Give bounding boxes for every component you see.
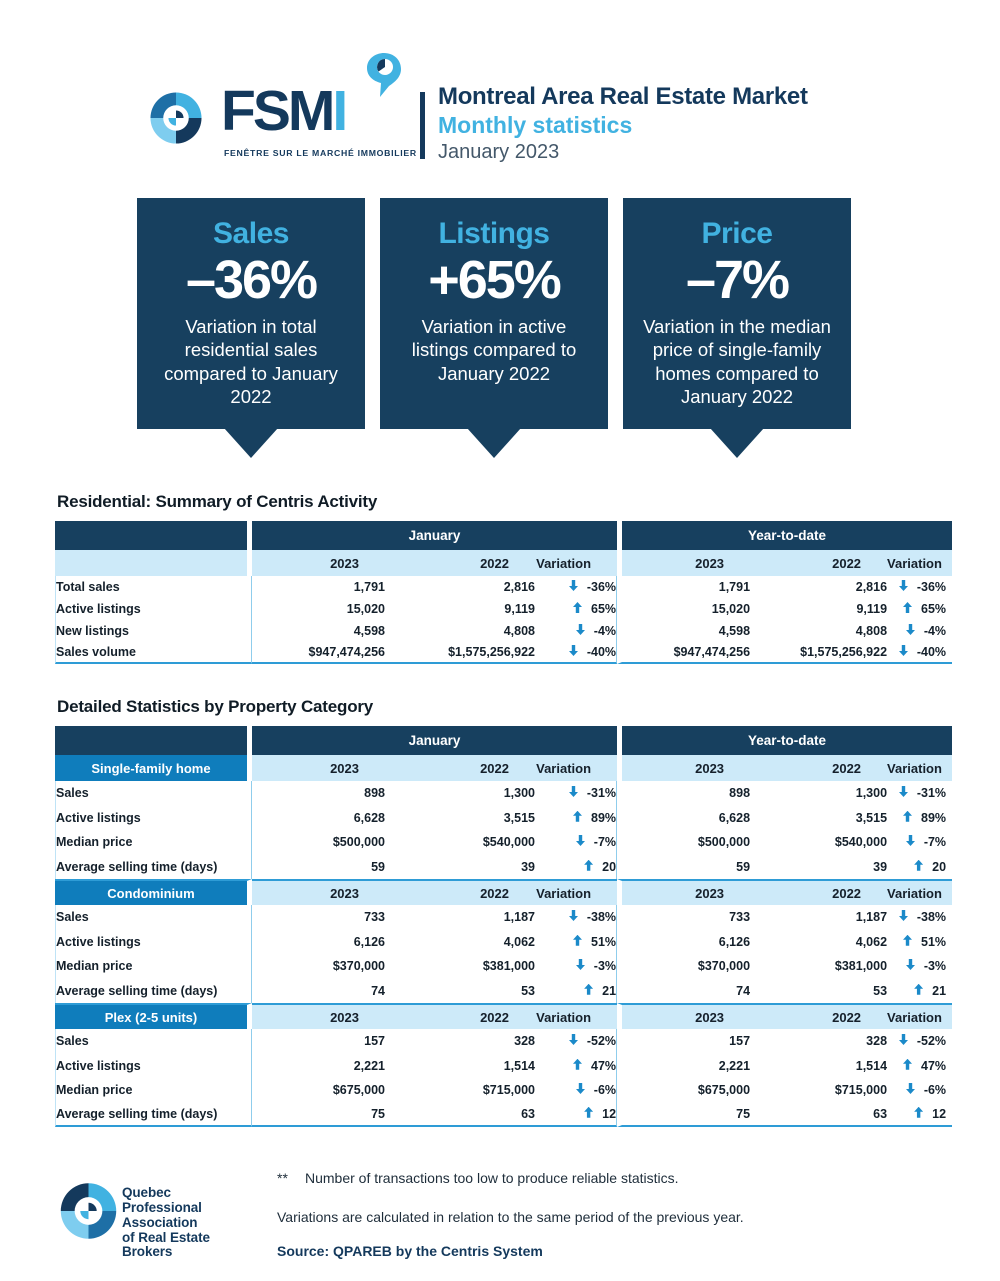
value-cell: 898 — [252, 781, 385, 806]
table-row — [55, 1054, 952, 1079]
callout-pointer — [467, 428, 521, 458]
variation-arrow-icon — [576, 624, 585, 635]
org-line: of Real Estate — [122, 1229, 210, 1245]
org-line: Professional — [122, 1199, 202, 1215]
variation-cell — [887, 642, 952, 664]
value-cell: $540,000 — [385, 830, 535, 855]
variation-arrow-icon — [573, 1059, 582, 1070]
value-cell: 2,816 — [385, 576, 535, 598]
group-header-january: January — [252, 726, 617, 755]
row-label: Active listings — [55, 598, 252, 620]
value-cell: $1,575,256,922 — [385, 642, 535, 664]
value-cell: 59 — [252, 855, 385, 880]
variation-cell — [887, 576, 952, 598]
row-label: Average selling time (days) — [55, 979, 252, 1004]
value-cell: 6,628 — [617, 806, 750, 831]
category-condominium: Condominium — [55, 879, 252, 905]
category-header-row — [55, 879, 952, 905]
variation-arrow-icon — [899, 645, 908, 656]
value-cell: 6,126 — [617, 930, 750, 955]
table-row — [55, 855, 952, 880]
value-cell: 53 — [385, 979, 535, 1004]
variation-arrow-icon — [899, 786, 908, 797]
footnote-variations: Variations are calculated in relation to the same period of the previous year. — [277, 1209, 744, 1225]
value-cell: 4,062 — [750, 930, 887, 955]
page-title: Montreal Area Real Estate Market — [438, 83, 808, 110]
value-cell: 4,808 — [385, 620, 535, 642]
variation-value: -3% — [593, 959, 617, 974]
table-row — [55, 598, 952, 620]
col-header-variation: Variation — [887, 755, 952, 781]
variation-value: 21 — [602, 983, 617, 998]
variation-arrow-icon — [569, 1034, 578, 1045]
variation-cell — [535, 642, 617, 664]
category-plex: Plex (2-5 units) — [55, 1003, 252, 1029]
category-single-family-home: Single-family home — [55, 755, 252, 781]
variation-value: 51% — [921, 934, 947, 949]
variation-value: -4% — [923, 624, 947, 638]
variation-value: -31% — [586, 786, 617, 801]
value-cell: $370,000 — [252, 954, 385, 979]
table-row — [55, 979, 952, 1004]
value-cell: 2,816 — [750, 576, 887, 598]
variation-cell — [535, 1029, 617, 1054]
variation-cell — [887, 930, 952, 955]
value-cell: 4,598 — [617, 620, 750, 642]
callout-price — [623, 198, 851, 429]
summary-section — [55, 492, 952, 664]
row-label: New listings — [55, 620, 252, 642]
detailed-table — [55, 726, 952, 1127]
table-row — [55, 905, 952, 930]
header-divider — [420, 92, 425, 159]
value-cell: $715,000 — [385, 1078, 535, 1103]
value-cell: 2,221 — [617, 1054, 750, 1079]
variation-cell — [887, 979, 952, 1004]
callout-value: +65% — [428, 250, 560, 310]
col-header-2022: 2022 — [750, 550, 887, 576]
col-header-2023: 2023 — [252, 879, 385, 905]
value-cell: 1,187 — [385, 905, 535, 930]
col-header-variation: Variation — [887, 550, 952, 576]
group-header-ytd: Year-to-date — [617, 726, 952, 755]
row-label: Sales volume — [55, 642, 252, 664]
value-cell: 3,515 — [750, 806, 887, 831]
kpi-callouts — [137, 198, 851, 429]
category-header-row — [55, 1003, 952, 1029]
value-cell: $947,474,256 — [252, 642, 385, 664]
callout-description: Variation in active listings compared to January 2022 — [411, 315, 577, 384]
variation-value: 89% — [591, 810, 617, 825]
value-cell: 63 — [750, 1103, 887, 1128]
callout-title: Listings — [438, 217, 550, 250]
variation-arrow-icon — [914, 860, 923, 871]
value-cell: 1,187 — [750, 905, 887, 930]
value-cell: 74 — [252, 979, 385, 1004]
variation-arrow-icon — [906, 624, 915, 635]
variation-arrow-icon — [573, 935, 582, 946]
variation-arrow-icon — [576, 959, 585, 970]
variation-arrow-icon — [584, 1107, 593, 1118]
variation-cell — [887, 598, 952, 620]
table-row — [55, 1078, 952, 1103]
value-cell: 3,515 — [385, 806, 535, 831]
variation-value: -36% — [586, 580, 617, 594]
value-cell: 1,514 — [750, 1054, 887, 1079]
corner-cell — [55, 726, 252, 755]
org-line: Quebec — [122, 1185, 171, 1200]
corner-cell — [55, 550, 252, 576]
row-label: Median price — [55, 830, 252, 855]
value-cell: 4,598 — [252, 620, 385, 642]
section-title-detailed: Detailed Statistics by Property Category — [57, 697, 374, 716]
value-cell: 59 — [617, 855, 750, 880]
value-cell: 1,300 — [385, 781, 535, 806]
table-row — [55, 806, 952, 831]
corner-cell — [55, 521, 252, 550]
variation-arrow-icon — [903, 935, 912, 946]
table-row — [55, 954, 952, 979]
variation-cell — [535, 620, 617, 642]
value-cell: $370,000 — [617, 954, 750, 979]
variation-value: 47% — [921, 1058, 947, 1073]
variation-cell — [535, 781, 617, 806]
variation-value: 51% — [591, 934, 617, 949]
group-header-january: January — [252, 521, 617, 550]
variation-value: -52% — [916, 1034, 947, 1049]
source-note: Source: QPAREB by the Centris System — [277, 1243, 543, 1259]
variation-cell — [535, 830, 617, 855]
variation-arrow-icon — [569, 580, 578, 591]
table-row — [55, 642, 952, 664]
variation-value: -6% — [593, 1083, 617, 1098]
callout-value: –7% — [685, 250, 789, 310]
qpareb-pinwheel-icon — [57, 1177, 120, 1245]
variation-cell — [887, 1054, 952, 1079]
row-label: Median price — [55, 954, 252, 979]
col-header-2022: 2022 — [385, 550, 535, 576]
value-cell: $381,000 — [750, 954, 887, 979]
value-cell: 4,808 — [750, 620, 887, 642]
callout-pointer — [224, 428, 278, 458]
table-row — [55, 830, 952, 855]
variation-arrow-icon — [906, 959, 915, 970]
value-cell: 328 — [750, 1029, 887, 1054]
callout-sales — [137, 198, 365, 429]
value-cell: $947,474,256 — [617, 642, 750, 664]
value-cell: 157 — [617, 1029, 750, 1054]
col-header-2023: 2023 — [252, 1003, 385, 1029]
table-row — [55, 781, 952, 806]
variation-arrow-icon — [569, 910, 578, 921]
variation-cell — [535, 1078, 617, 1103]
col-header-2023: 2023 — [617, 1003, 750, 1029]
value-cell: 4,062 — [385, 930, 535, 955]
variation-arrow-icon — [903, 1059, 912, 1070]
variation-cell — [535, 954, 617, 979]
value-cell: 39 — [385, 855, 535, 880]
qpareb-org-name — [122, 1186, 210, 1260]
variation-arrow-icon — [899, 580, 908, 591]
variation-value: -7% — [923, 835, 947, 850]
variation-value: 20 — [932, 859, 947, 874]
variation-cell — [887, 954, 952, 979]
variation-arrow-icon — [576, 835, 585, 846]
summary-table — [55, 521, 952, 664]
variation-value: -40% — [916, 645, 947, 659]
value-cell: 157 — [252, 1029, 385, 1054]
col-header-variation: Variation — [535, 755, 617, 781]
callout-title: Price — [701, 217, 773, 250]
col-header-2022: 2022 — [385, 879, 535, 905]
value-cell: $675,000 — [617, 1078, 750, 1103]
value-cell: 53 — [750, 979, 887, 1004]
variation-value: 21 — [932, 983, 947, 998]
org-line: Association — [122, 1214, 198, 1230]
group-header-row — [55, 726, 952, 755]
value-cell: 1,791 — [617, 576, 750, 598]
row-label: Sales — [55, 781, 252, 806]
col-header-2023: 2023 — [252, 550, 385, 576]
value-cell: $500,000 — [252, 830, 385, 855]
variation-arrow-icon — [906, 835, 915, 846]
variation-cell — [535, 930, 617, 955]
variation-value: 20 — [602, 859, 617, 874]
row-label: Average selling time (days) — [55, 1103, 252, 1128]
col-header-2023: 2023 — [252, 755, 385, 781]
table-row — [55, 1029, 952, 1054]
callout-listings — [380, 198, 608, 429]
org-line: Brokers — [122, 1244, 173, 1260]
row-label: Active listings — [55, 806, 252, 831]
callout-description: Variation in total residential sales compared to January 2022 — [164, 315, 338, 408]
variation-cell — [535, 1103, 617, 1128]
fsmi-tagline: FENÊTRE SUR LE MARCHÉ IMMOBILIER — [224, 148, 417, 158]
table-row — [55, 930, 952, 955]
variation-arrow-icon — [914, 1107, 923, 1118]
detailed-section — [55, 697, 952, 1127]
col-header-2023: 2023 — [617, 879, 750, 905]
variation-value: -36% — [916, 580, 947, 594]
col-header-2022: 2022 — [385, 755, 535, 781]
variation-value: 47% — [591, 1058, 617, 1073]
footnote-text: Number of transactions too low to produce reliable statistics. — [305, 1170, 679, 1186]
table-row — [55, 620, 952, 642]
row-label: Sales — [55, 1029, 252, 1054]
variation-arrow-icon — [576, 1083, 585, 1094]
variation-arrow-icon — [584, 860, 593, 871]
variation-value: 12 — [602, 1106, 617, 1121]
variation-arrow-icon — [899, 1034, 908, 1045]
variation-value: 12 — [932, 1106, 947, 1121]
variation-value: -38% — [916, 910, 947, 925]
callout-pointer — [710, 428, 764, 458]
callout-value: –36% — [185, 250, 317, 310]
variation-arrow-icon — [573, 811, 582, 822]
col-header-2022: 2022 — [750, 879, 887, 905]
value-cell: 1,791 — [252, 576, 385, 598]
col-header-variation: Variation — [535, 1003, 617, 1029]
row-label: Sales — [55, 905, 252, 930]
variation-value: 89% — [921, 810, 947, 825]
group-header-ytd: Year-to-date — [617, 521, 952, 550]
value-cell: 898 — [617, 781, 750, 806]
variation-value: -6% — [923, 1083, 947, 1098]
value-cell: $675,000 — [252, 1078, 385, 1103]
value-cell: 2,221 — [252, 1054, 385, 1079]
variation-cell — [535, 905, 617, 930]
fsmi-pinwheel-icon — [147, 86, 205, 150]
variation-arrow-icon — [584, 984, 593, 995]
table-row — [55, 1103, 952, 1128]
callout-description: Variation in the median price of single-family homes compared to January 2022 — [643, 315, 831, 408]
fsmi-wordmark-main: FSM — [221, 79, 333, 143]
variation-arrow-icon — [903, 811, 912, 822]
value-cell: 39 — [750, 855, 887, 880]
value-cell: $540,000 — [750, 830, 887, 855]
callout-title: Sales — [213, 217, 289, 250]
col-header-2022: 2022 — [750, 755, 887, 781]
report-date: January 2023 — [438, 141, 560, 164]
variation-arrow-icon — [914, 984, 923, 995]
variation-cell — [535, 1054, 617, 1079]
section-title-summary: Residential: Summary of Centris Activity — [57, 492, 378, 511]
variation-cell — [887, 620, 952, 642]
header-titles — [438, 83, 808, 164]
col-header-variation: Variation — [535, 879, 617, 905]
fsmi-wordmark — [221, 79, 346, 143]
col-header-2022: 2022 — [750, 1003, 887, 1029]
value-cell: 328 — [385, 1029, 535, 1054]
variation-cell — [535, 979, 617, 1004]
variation-cell — [887, 1103, 952, 1128]
footnote-reliability — [277, 1170, 679, 1186]
col-header-variation: Variation — [887, 879, 952, 905]
variation-cell — [887, 830, 952, 855]
variation-value: -52% — [586, 1034, 617, 1049]
variation-cell — [887, 855, 952, 880]
value-cell: 63 — [385, 1103, 535, 1128]
value-cell: 74 — [617, 979, 750, 1004]
row-label: Median price — [55, 1078, 252, 1103]
row-label: Total sales — [55, 576, 252, 598]
variation-value: 65% — [591, 602, 617, 616]
variation-cell — [887, 806, 952, 831]
value-cell: 15,020 — [252, 598, 385, 620]
value-cell: 9,119 — [750, 598, 887, 620]
row-label: Active listings — [55, 1054, 252, 1079]
variation-arrow-icon — [899, 910, 908, 921]
col-header-variation: Variation — [535, 550, 617, 576]
variation-value: 65% — [921, 602, 947, 616]
variation-cell — [535, 855, 617, 880]
value-cell: 15,020 — [617, 598, 750, 620]
variation-cell — [887, 1029, 952, 1054]
group-header-row — [55, 521, 952, 550]
variation-arrow-icon — [569, 645, 578, 656]
value-cell: $715,000 — [750, 1078, 887, 1103]
col-header-2023: 2023 — [617, 550, 750, 576]
variation-cell — [887, 905, 952, 930]
col-header-variation: Variation — [887, 1003, 952, 1029]
variation-value: -38% — [586, 910, 617, 925]
row-label: Active listings — [55, 930, 252, 955]
variation-cell — [887, 781, 952, 806]
variation-value: -7% — [593, 835, 617, 850]
col-header-2023: 2023 — [617, 755, 750, 781]
variation-arrow-icon — [573, 602, 582, 613]
col-header-2022: 2022 — [385, 1003, 535, 1029]
value-cell: 1,300 — [750, 781, 887, 806]
footnote-marker: ** — [277, 1170, 288, 1186]
value-cell: 6,126 — [252, 930, 385, 955]
row-label: Average selling time (days) — [55, 855, 252, 880]
variation-value: -4% — [593, 624, 617, 638]
variation-cell — [535, 598, 617, 620]
value-cell: $1,575,256,922 — [750, 642, 887, 664]
variation-arrow-icon — [903, 602, 912, 613]
variation-value: -31% — [916, 786, 947, 801]
value-cell: 75 — [252, 1103, 385, 1128]
fsmi-wordmark-i: I — [332, 79, 346, 143]
value-cell: 9,119 — [385, 598, 535, 620]
value-cell: 733 — [617, 905, 750, 930]
value-cell: $381,000 — [385, 954, 535, 979]
value-cell: 75 — [617, 1103, 750, 1128]
column-header-row — [55, 550, 952, 576]
map-pin-icon — [366, 52, 402, 98]
variation-cell — [887, 1078, 952, 1103]
value-cell: 1,514 — [385, 1054, 535, 1079]
value-cell: $500,000 — [617, 830, 750, 855]
variation-value: -3% — [923, 959, 947, 974]
variation-arrow-icon — [906, 1083, 915, 1094]
page-subtitle: Monthly statistics — [438, 111, 633, 138]
variation-value: -40% — [586, 645, 617, 659]
variation-arrow-icon — [569, 786, 578, 797]
table-row — [55, 576, 952, 598]
category-header-row — [55, 755, 952, 781]
value-cell: 6,628 — [252, 806, 385, 831]
variation-cell — [535, 806, 617, 831]
variation-cell — [535, 576, 617, 598]
value-cell: 733 — [252, 905, 385, 930]
